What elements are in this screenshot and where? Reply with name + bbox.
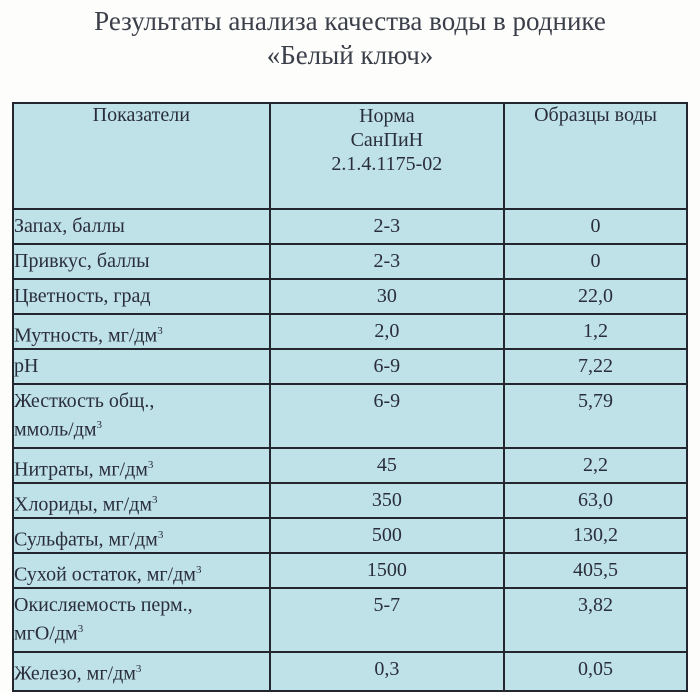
row-indicator: pH [13, 349, 270, 384]
row-indicator-line-2: ммоль/$дм^3$ [14, 418, 103, 441]
row-norm: 6-9 [270, 384, 505, 448]
title-line-1: Результаты анализа качества воды в роднике [94, 6, 606, 36]
header-samples: Образцы воды [504, 103, 687, 209]
table-row [13, 209, 687, 244]
header-norm-line-1: Норма [359, 105, 415, 127]
row-indicator: Сухой остаток, $мг/дм^3$ [13, 553, 270, 588]
table-row [13, 553, 687, 588]
water-quality-table [12, 102, 688, 692]
row-indicator-line-1: Жесткость общ., [14, 390, 155, 412]
superscript: 3 [147, 459, 154, 471]
row-norm: 5-7 [270, 588, 505, 652]
header-norm [270, 103, 505, 209]
row-value: 0 [504, 209, 687, 244]
row-value: 2,2 [504, 448, 687, 483]
row-indicator-line-2: мгО/$дм^3$ [14, 622, 84, 645]
row-indicator [13, 588, 270, 652]
superscript: 3 [157, 325, 163, 337]
row-value: 5,79 [504, 384, 687, 448]
table-header-row [13, 103, 687, 209]
row-value: 1,2 [504, 314, 687, 349]
superscript: 3 [77, 623, 84, 635]
row-norm: 6-9 [270, 349, 505, 384]
table-row [13, 314, 687, 349]
row-value: 3,82 [504, 588, 687, 652]
row-indicator: Мутность, $мг/дм^3$ [13, 314, 270, 349]
row-value: 405,5 [504, 553, 687, 588]
row-norm: 1500 [270, 553, 505, 588]
row-norm: 500 [270, 518, 505, 553]
superscript: 3 [135, 663, 142, 675]
superscript: 3 [157, 529, 164, 541]
row-value: 0 [504, 244, 687, 279]
row-norm: 350 [270, 483, 505, 518]
superscript: 3 [96, 419, 103, 431]
row-indicator-line-1: Окисляемость перм., [14, 594, 193, 616]
table-row [13, 279, 687, 314]
header-norm-line-3: 2.1.4.1175-02 [331, 153, 443, 175]
row-norm: 30 [270, 279, 505, 314]
row-indicator: Цветность, град [13, 279, 270, 314]
row-indicator: Нитраты, $мг/дм^3$ [13, 448, 270, 483]
header-indicator: Показатели [13, 103, 270, 209]
table-row [13, 244, 687, 279]
row-indicator: Запах, баллы [13, 209, 270, 244]
table-row [13, 652, 687, 691]
title-line-2: «Белый ключ» [266, 40, 434, 70]
row-norm: 0,3 [270, 652, 505, 691]
table-row [13, 518, 687, 553]
table-row [13, 483, 687, 518]
page-title [0, 4, 700, 72]
row-norm: 2-3 [270, 209, 505, 244]
superscript: 3 [152, 494, 158, 506]
row-norm: 45 [270, 448, 505, 483]
row-value: 63,0 [504, 483, 687, 518]
row-value: 22,0 [504, 279, 687, 314]
table-row [13, 448, 687, 483]
row-indicator: Привкус, баллы [13, 244, 270, 279]
row-indicator: Сульфаты, $мг/дм^3$ [13, 518, 270, 553]
row-indicator: Хлориды, $мг/дм^3$ [13, 483, 270, 518]
table-row [13, 349, 687, 384]
header-norm-line-2: СанПиН [350, 129, 424, 151]
row-indicator [13, 384, 270, 448]
row-value: 130,2 [504, 518, 687, 553]
row-norm: 2-3 [270, 244, 505, 279]
row-norm: 2,0 [270, 314, 505, 349]
row-value: 7,22 [504, 349, 687, 384]
row-value: 0,05 [504, 652, 687, 691]
table-row [13, 588, 687, 652]
row-indicator: Железо, $мг/дм^3$ [13, 652, 270, 691]
superscript: 3 [195, 564, 202, 576]
table-row [13, 384, 687, 448]
